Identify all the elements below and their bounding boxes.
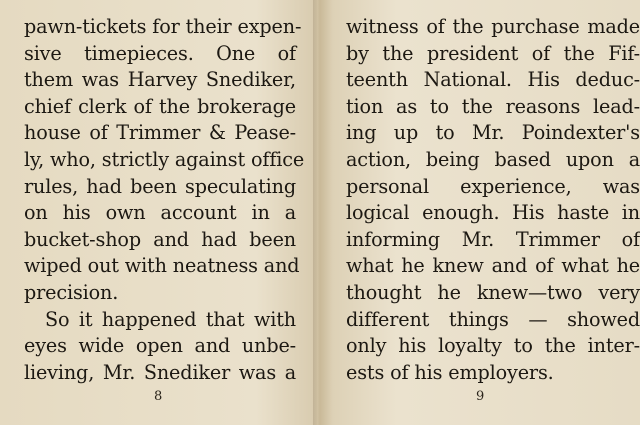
left-page-text: [24, 14, 305, 386]
text-line: informing Mr. Trimmer of: [346, 227, 640, 251]
text-line: eyes wide open and unbe-: [24, 334, 296, 358]
text-line: them was Harvey Snediker,: [24, 68, 296, 92]
text-line: house of Trimmer & Pease-: [24, 121, 296, 145]
page-number: 8: [154, 389, 163, 404]
text-line: only his loyalty to the inter-: [346, 334, 640, 358]
text-line: So it happened that with: [45, 307, 296, 331]
text-line: personal experience, was: [346, 174, 640, 198]
text-line: rules, had been speculating: [24, 174, 296, 198]
text-line: sive timepieces. One of: [24, 41, 296, 65]
text-line: on his own account in a: [24, 201, 296, 225]
text-line: what he knew and of what he: [346, 254, 640, 278]
text-line: bucket-shop and had been: [24, 227, 296, 251]
text-line: ing up to Mr. Poindexter's: [346, 121, 640, 145]
text-line: precision.: [24, 280, 119, 304]
right-page: [318, 0, 640, 425]
left-page: [0, 0, 314, 425]
text-line: thought he knew—two very: [346, 280, 640, 304]
text-line: lieving, Mr. Snediker was a: [24, 360, 296, 384]
right-page-text: [346, 14, 640, 386]
text-line: pawn-tickets for their expen-: [24, 15, 302, 38]
page-number: 9: [476, 389, 485, 404]
text-line: tion as to the reasons lead-: [346, 94, 640, 118]
text-line: ly, who, strictly against office: [24, 147, 305, 171]
text-line: action, being based upon a: [346, 147, 640, 171]
text-line: chief clerk of the brokerage: [24, 94, 296, 118]
text-line: wiped out with neatness and: [24, 254, 300, 278]
text-line: witness of the purchase made: [346, 15, 640, 38]
text-line: teenth National. His deduc-: [346, 68, 640, 92]
text-line: by the president of the Fif-: [346, 41, 640, 65]
text-line: logical enough. His haste in: [346, 201, 640, 225]
text-line: ests of his employers.: [346, 360, 554, 384]
text-line: different things — showed: [346, 307, 640, 331]
